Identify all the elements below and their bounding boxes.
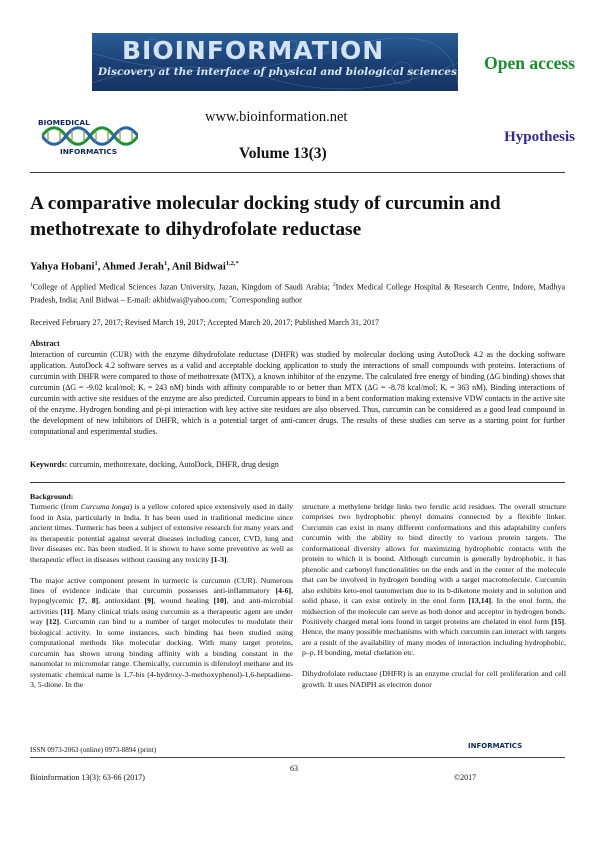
article-title: A comparative molecular docking study of curcumin and methotrexate to dihydrofolate reductase xyxy=(30,193,501,240)
body-paragraph xyxy=(30,576,293,691)
biomedical-informatics-logo xyxy=(38,118,138,158)
footer-divider xyxy=(30,757,565,758)
author-name: Anil Bidwai xyxy=(171,261,226,273)
affiliation-mark: 2 xyxy=(332,282,336,288)
citation-ref[interactable]: [12] xyxy=(46,617,60,627)
body-divider xyxy=(30,482,565,483)
journal-banner xyxy=(92,33,458,91)
background-heading: Background: xyxy=(30,492,74,501)
text-run: , and anti-microbial activities xyxy=(30,596,294,616)
affiliation-text: College of Applied Medical Sciences Jazan University, Jazan, Kingdom of Saudi Arabia; xyxy=(32,282,333,292)
volume-label: Volume 13(3) xyxy=(239,145,327,162)
text-run: . Curcumin can bind to a number of target molecules to modulate their biological activity. In some instances, such binding has been studied using computational methods like molecular docking. With many target proteins, curcumin has shown strong binding affinity with a binding constant in the nanomolar to micromolar range. Chemically, curcumin is diferuloyl methane and its systematic chemical name is 1,7-bis (4-hydroxy-3-methoxyphenol)-1,6-heptadiene-3, 5-dione. In the xyxy=(30,617,293,690)
citation-ref[interactable]: [10] xyxy=(213,596,227,606)
affiliation-text: Index Medical College Hospital & Research Centre, Indore, Madhya Pradesh, India; Anil Bidwai – E-mail: akbidwai@yahoo.com; xyxy=(30,282,565,305)
text-run: Turmeric (from xyxy=(30,502,81,512)
left-column xyxy=(30,492,293,691)
author-list: Yahya Hobani$^1$, Ahmed Jerah$^1$, Anil Bidwai$^{1,2,*}$ xyxy=(30,260,239,273)
citation-ref[interactable]: [13,14] xyxy=(468,596,492,606)
right-column xyxy=(302,502,566,690)
text-run: Dihydrofolate reductase (DHFR) is an enzyme crucial for cell proliferation and cell growth. It uses NADPH as electron donor xyxy=(302,669,566,689)
keywords-line xyxy=(30,460,279,469)
body-paragraph xyxy=(30,502,293,565)
affiliations xyxy=(30,280,565,306)
text-run: . Many clinical trials using curcumin as a therapeutic agent are under way xyxy=(30,606,294,627)
header-divider xyxy=(30,172,565,173)
keywords-label: Keywords: xyxy=(30,460,68,469)
logo-line-informatics: INFORMATICS xyxy=(60,147,118,156)
text-run: , antioxidant xyxy=(98,596,145,606)
article-type-label: Hypothesis xyxy=(504,129,575,145)
abstract-heading: Abstract xyxy=(30,339,60,348)
text-run: . In the enol form, the midsection of the molecule can serve as both donor and acceptor in hydrogen bonds. Positively charged metal ions found in target proteins are chelated in enol form xyxy=(302,596,566,626)
abstract-text: Interaction of curcumin (CUR) with the enzyme dihydrofolate reductase (DHFR) was studied by molecular docking using AutoDock 4.2 as the docking software application. AutoDock 4.2 software serves as a valid and acceptable docking application to study the interactions of small compounds with proteins. Interactions of curcumin with DHFR were compared to those of methotrexate (MTX), a known inhibitor of the enzyme. The calculated free energy of binding (ΔG binding) shows that curcumin (ΔG = -9.02 kcal/mol; Kᵢ = 243 nM) binds with affinity comparable to or better than MTX (ΔG = -8.78 kcal/mol; Kᵢ = 363 nM). Binding interactions of curcumin with active site residues of the enzyme are also predicted. Curcumin appears to bind in a bent conformation making extensive VDW contacts in the active site of the enzyme. Hydrogen bonding and pi-pi interaction with key active site residues are also observed. Thus, curcumin can be considered as a good lead compound in the development of new inhibitors of DHFR, which is a potential target of anti-cancer drugs. The results of these studies can serve as a starting point for further computational and experimental studies. xyxy=(30,350,565,436)
author-name: Yahya Hobani xyxy=(30,261,95,273)
copyright-line: ©2017 xyxy=(454,773,477,782)
author-affiliation-mark: 1 xyxy=(94,260,98,267)
body-paragraph xyxy=(302,502,566,659)
page-number: 63 xyxy=(290,764,298,773)
text-run: structure a methylene bridge links two ferulic acid residues. The overall structure comprises two hydrophobic phenyl domains connected by a flexible linker. Curcumin can exist in many different conformations and this adaptability confers curcumin with the ability to bind directly to various protein targets. The conformational diversity allows for maximizing hydrophobic contacts with the protein to which it is bound. Although curcumin is generally hydrophobic, it has phenolic and carbonyl functionalities on the ends and in the center of the molecule that can be involved in hydrogen bonding with a target macromolecule. Curcumin also exhibits keto-enol tautomerism due to its b-diketone moiety and in solution and solid phase, it can exist entirely in the enol form xyxy=(302,502,566,606)
text-run: . xyxy=(226,554,229,564)
text-run: ) is a yellow colored spice extensively used in daily food in Asia, particularly in India. It has been used in traditional medicine since ancient times. Turmeric has been a subject of extensive research for many years and its therapeutic potential against several diseases including cancer, CVD, lung and liver diseases etc. has been studied. It is shown to have some preventive as well as therapeutic effect in diseases without causing any toxicity xyxy=(30,502,293,564)
citation-ref[interactable]: [7, 8] xyxy=(78,596,99,606)
text-run: . Hence, the many possible mechanisms with which curcumin can interact with targets are a result of the availability of many modes of interaction including hydrophobic, p–p, H bonding, metal chelation etc. xyxy=(302,616,566,658)
footer-logo: INFORMATICS xyxy=(468,742,523,750)
affiliation-mark: 1 xyxy=(30,282,33,288)
citation-ref[interactable]: [1-3] xyxy=(211,554,227,564)
author-affiliation-mark: 1,2,* xyxy=(225,260,239,267)
text-run: , wound healing xyxy=(153,596,214,606)
journal-website[interactable]: www.bioinformation.net xyxy=(205,109,348,125)
citation-ref[interactable]: [9] xyxy=(144,596,154,606)
affiliation-text: Corresponding author xyxy=(231,295,302,305)
body-paragraph xyxy=(302,669,566,690)
logo-line-biomedical: BIOMEDICAL xyxy=(38,118,90,127)
citation-ref[interactable]: [11] xyxy=(60,606,73,616)
issn-line: ISSN 0973-2063 (online) 0973-8894 (print) xyxy=(30,746,157,754)
author-affiliation-mark: 1 xyxy=(163,260,168,267)
text-run: , hypoglycemic xyxy=(30,586,293,606)
text-run: Curcuma longa xyxy=(80,502,130,512)
affiliation-mark: * xyxy=(229,295,232,302)
dna-helix-icon xyxy=(42,125,138,147)
publication-dates: Received February 27, 2017; Revised March 19, 2017; Accepted March 20, 2017; Published March 31, 2017 xyxy=(30,318,380,327)
citation-ref[interactable]: [4-6] xyxy=(275,586,292,596)
citation-line: Bioinformation 13(3): 63-66 (2017) xyxy=(30,773,145,782)
text-run: The major active component present in turmeric is curcumin (CUR). Numerous lines of evidence indicate that curcumin possesses anti-inflammatory xyxy=(30,575,293,596)
citation-ref[interactable]: [15] xyxy=(551,616,565,626)
author-name: Ahmed Jerah xyxy=(102,261,164,273)
banner-subtitle: Discovery at the interface of physical and biological sciences xyxy=(98,66,457,78)
open-access-label: Open access xyxy=(484,53,575,73)
banner-title: BIOINFORMATION xyxy=(122,36,385,65)
keywords-text: curcumin, methotrexate, docking, AutoDock, DHFR, drug design xyxy=(67,460,279,469)
